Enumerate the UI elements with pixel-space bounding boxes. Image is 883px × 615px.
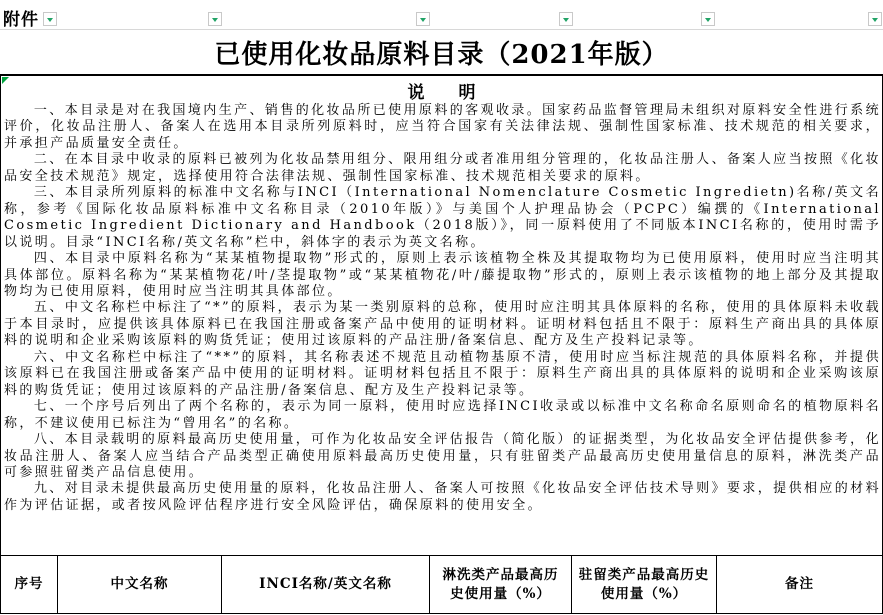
filter-dropdown-icon[interactable] bbox=[701, 12, 715, 26]
column-header-chinese-name: 中文名称 bbox=[58, 556, 222, 613]
notes-paragraphs bbox=[4, 103, 881, 514]
note-paragraph-9: 九、对目录未提供最高历史使用量的原料，化妆品注册人、备案人可按照《化妆品安全评估技术导则》要求，提供相应的材料作为评估证据，或者按风险评估程序进行安全风险评估，确保原料的使用安全。 bbox=[4, 481, 881, 513]
filter-dropdown-icon[interactable] bbox=[208, 12, 222, 26]
filter-dropdown-icon[interactable] bbox=[43, 12, 57, 26]
chevron-down-icon bbox=[212, 18, 218, 22]
notes-section bbox=[0, 74, 883, 614]
note-paragraph-7: 七、一个序号后列出了两个名称的，表示为同一原料，使用时应选择INCI收录或以标准中文名称命名原则命名的植物原料名称，不建议使用已标注为“曾用名”的名称。 bbox=[4, 399, 881, 431]
chevron-down-icon bbox=[705, 18, 711, 22]
chevron-down-icon bbox=[420, 18, 426, 22]
filter-dropdown-icon[interactable] bbox=[868, 12, 882, 26]
filter-row bbox=[0, 0, 883, 30]
chevron-down-icon bbox=[563, 18, 569, 22]
column-header-index: 序号 bbox=[1, 556, 58, 613]
filter-dropdown-icon[interactable] bbox=[559, 12, 573, 26]
column-header-rinse-off-max: 淋洗类产品最高历史使用量（%） bbox=[430, 556, 572, 613]
note-paragraph-4: 四、本目录中原料名称为“某某植物提取物”形式的，原则上表示该植物全株及其提取物均为已使用原料，使用时应当注明其具体部位。原料名称为“某某植物花/叶/茎提取物”或“某某植物花/叶/藤提取物”形式的，原则上表示该植物的地上部分及其提取物均为已使用原料，使用时应当注明其具体部位。 bbox=[4, 251, 881, 299]
column-header-leave-on-max: 驻留类产品最高历史使用量（%） bbox=[572, 556, 717, 613]
note-paragraph-2: 二、在本目录中收录的原料已被列为化妆品禁用组分、限用组分或者准用组分管理的，化妆品注册人、备案人应当按照《化妆品安全技术规范》规定，选择使用符合法律法规、强制性国家标准、技术规范相关要求的原料。 bbox=[4, 152, 881, 184]
notes-heading: 说 明 bbox=[407, 83, 476, 103]
column-header-remarks: 备注 bbox=[785, 576, 814, 592]
note-paragraph-3: 三、本目录所列原料的标准中文名称与INCI（International Nomenclature Cosmetic Ingredietn)名称/英文名称，参考《国际化妆品原料标准中文名称目录（2010年版）》与美国个人护理品协会（PCPC）编撰的《International Cosmetic Ingredient Dictionary and Handbook（2018版）》，同一原料使用了不同版本INCI名称的，使用时需予以说明。目录“INCI名称/英文名称”栏中，斜体字的表示为英文名称。 bbox=[4, 185, 881, 250]
title-row bbox=[0, 30, 883, 74]
table-header-row bbox=[1, 555, 882, 613]
note-paragraph-1: 一、本目录是对在我国境内生产、销售的化妆品所已使用原料的客观收录。国家药品监督管理局未组织对原料安全性进行系统评价，化妆品注册人、备案人在选用本目录所列原料时，应当符合国家有关法律法规、强制性国家标准、技术规范的相关要求，并承担产品质量安全责任。 bbox=[4, 103, 881, 151]
note-paragraph-5: 五、中文名称栏中标注了“*”的原料，表示为某一类别原料的总称，使用时应注明其具体原料的名称，使用的具体原料未收载于本目录时，应提供该具体原料已在我国注册或备案产品中使用的证明材料。证明材料包括且不限于：原料生产商出具的具体原料的说明和企业采购该原料的购货凭证；使用过该原料的产品注册/备案信息、配方及生产投料记录等。 bbox=[4, 300, 881, 349]
chevron-down-icon bbox=[47, 18, 53, 22]
note-paragraph-8: 八、本目录载明的原料最高历史使用量，可作为化妆品安全评估报告（简化版）的证据类型，为化妆品安全评估提供参考，化妆品注册人、备案人应当结合产品类型正确使用原料最高历史使用量，只有驻留类产品最高历史使用量信息的原料，淋洗类产品可参照驻留类产品信息使用。 bbox=[4, 432, 881, 480]
page-title: 已使用化妆品原料目录（2021年版） bbox=[214, 39, 669, 70]
attachment-label: 附件 bbox=[3, 10, 39, 30]
chevron-down-icon bbox=[872, 18, 878, 22]
column-header-inci-name: INCI名称/英文名称 bbox=[222, 556, 430, 613]
note-paragraph-6: 六、中文名称栏中标注了“**”的原料，其名称表述不规范且动植物基原不清，使用时应当标注规范的具体原料名称，并提供该原料已在我国注册或备案产品中使用的证明材料。证明材料包括且不限于：原料生产商出具的具体原料的说明和企业采购该原料的购货凭证；使用过该原料的产品注册/备案信息、配方及生产投料记录等。 bbox=[4, 349, 881, 398]
filter-dropdown-icon[interactable] bbox=[416, 12, 430, 26]
